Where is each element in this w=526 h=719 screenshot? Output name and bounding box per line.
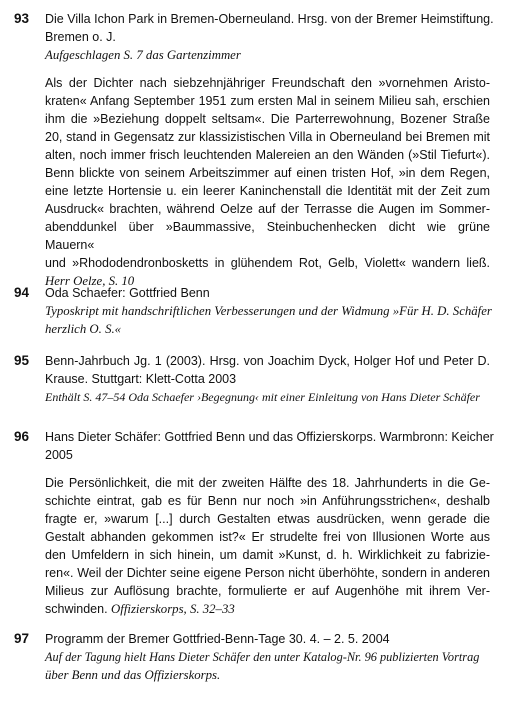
entry-note: Auf der Tagung hielt Hans Dieter Schäfer den unter Katalog-Nr. 96 publizierten Vortrag (45, 650, 480, 664)
entry-body (45, 428, 494, 618)
quote-line: kraten« Anfang September 1951 zum ersten Mal in seinem Milieu sah, erschien (45, 94, 490, 108)
entry-title-line: Hans Dieter Schäfer: Gottfried Benn und das Offizierskorps. Warmbronn: Keicher (45, 430, 494, 444)
entry-body (45, 352, 490, 406)
quote-line: Ausdruck« brachten, während Oelze auf der Terrasse die Augen im Sommer- (45, 202, 490, 216)
entry-title-line: Oda Schaefer: Gottfried Benn (45, 286, 210, 300)
quote-line-text: schwinden. (45, 602, 108, 616)
entry-number: 93 (14, 11, 30, 26)
entry-note: Aufgeschlagen S. 7 das Gartenzimmer (45, 48, 241, 62)
quote-line: alten, noch immer frisch leuchtenden Malereien an den Wänden (»Stil Tiefurt«). (45, 148, 490, 162)
entry-title-line: Benn-Jahrbuch Jg. 1 (2003). Hrsg. von Joachim Dyck, Holger Hof und Peter D. (45, 354, 490, 368)
quote-line: schichte eintrat, gab es für Benn nur noch »in Anführungsstrichen«, deshalb (45, 494, 490, 508)
entry-number: 94 (14, 285, 30, 300)
entry-body (45, 284, 490, 338)
entry-note: Enthält S. 47–54 Oda Schaefer ›Begegnung‹ mit einer Einleitung von Hans Dieter Schäfer (45, 390, 480, 404)
quote-line: ihm die »Beziehung doppelt seltsam«. Die Parterrewohnung, Bozener Straße (45, 112, 490, 126)
quote-source: Herr Oelze, S. 10 (45, 274, 135, 288)
entry-number: 96 (14, 429, 30, 444)
entry-body (45, 10, 494, 290)
quote-line: Gestalt abhanden gekommen ist?« Er strudelte frei von Illusionen Worte aus (45, 530, 490, 544)
entry-note: über Benn und das Offizierskorps. (45, 668, 221, 682)
entry-note: herzlich O. S.« (45, 322, 122, 336)
entry-number: 95 (14, 353, 30, 368)
quote-line: ren«. Weil der Dichter seine eigene Person nicht überhöhte, sondern in anderen (45, 566, 490, 580)
entry-title-line: Bremen o. J. (45, 30, 116, 44)
quote-line: Die Persönlichkeit, die mit der zweiten Hälfte des 18. Jahrhunderts in die Ge- (45, 476, 490, 490)
entry-title-line: Krause. Stuttgart: Klett-Cotta 2003 (45, 372, 237, 386)
entry-number: 97 (14, 631, 30, 646)
quote-last-line (45, 600, 490, 618)
quote-line: Als der Dichter nach siebzehnjähriger Freundschaft den »vornehmen Aristo- (45, 76, 490, 90)
entry-title-line: 2005 (45, 448, 73, 462)
quote-line: eine letzte Hortensie u. ein leerer Kaninchenstall die Identität mit der Zeit zum (45, 184, 490, 198)
quote-line: abenddunkel über »Baummassive, Steinbuchenhecken dicht wie grüne Mauern« (45, 220, 490, 252)
entry-title-line: Die Villa Ichon Park in Bremen-Oberneuland. Hrsg. von der Bremer Heimstiftung. (45, 12, 494, 26)
entry-body (45, 630, 490, 684)
entry-note: Typoskript mit handschriftlichen Verbesserungen und der Widmung »Für H. D. Schäfer (45, 304, 492, 318)
entry-title-line: Programm der Bremer Gottfried-Benn-Tage 30. 4. – 2. 5. 2004 (45, 632, 390, 646)
quote-line: den Umfeldern in sich hinein, um damit »Kunst, d. h. Wirklichkeit zu fabrizie- (45, 548, 490, 562)
quote-line: 20, stand in Gegensatz zur klassizistischen Villa in Oberneuland bei Bremen mit (45, 130, 490, 144)
quote-line: Milieus zur Auflösung brachte, formulierte er auf Augenhöhe mit ihrem Ver- (45, 584, 490, 598)
quote-line: Benn blickte von seinem Arbeitszimmer auf einen tristen Hof, »in dem Regen, (45, 166, 490, 180)
quote-source: Offizierskorps, S. 32–33 (111, 602, 235, 616)
quote-line: fragte er, »warum [...] durch Gestalten etwas ausdrücken, wenn gerade die (45, 512, 490, 526)
quote-line: und »Rhododendronbosketts in glühendem Rot, Gelb, Violett« wandern ließ. (45, 256, 490, 270)
